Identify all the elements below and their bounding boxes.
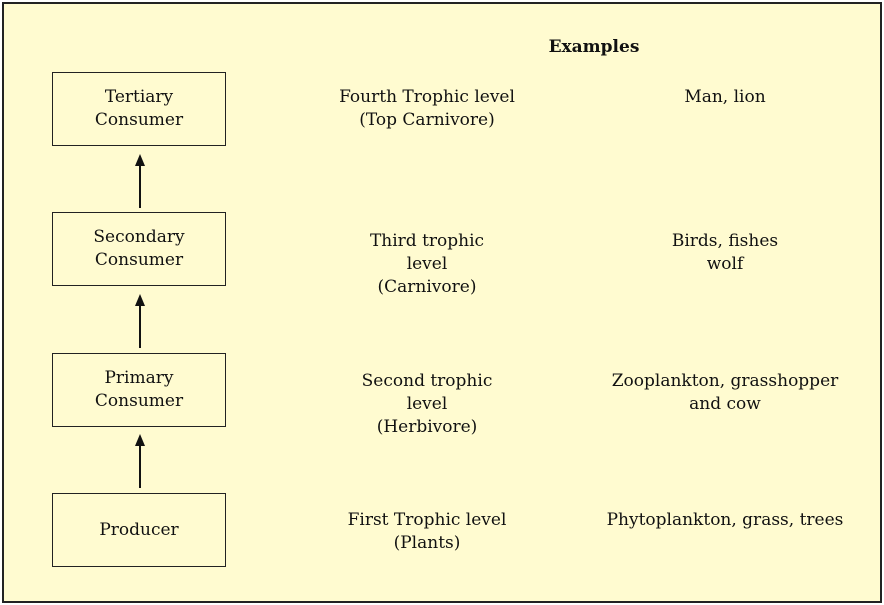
examples-heading: Examples [548, 37, 640, 57]
producer-box: Producer [52, 493, 226, 567]
secondary-trophic-level: Third trophic level (Carnivore) [369, 231, 485, 297]
tertiary-examples: Man, lion [684, 87, 766, 107]
tertiary-consumer-box: Tertiary Consumer [52, 72, 226, 146]
arrow-up-icon [130, 294, 150, 350]
producer-examples: Phytoplankton, grass, trees [606, 510, 844, 530]
arrow-up-icon [130, 434, 150, 490]
diagram-frame [2, 2, 882, 603]
secondary-consumer-box: Secondary Consumer [52, 212, 226, 286]
producer-trophic-level: First Trophic level (Plants) [347, 510, 507, 553]
tertiary-trophic-level: Fourth Trophic level (Top Carnivore) [339, 87, 515, 130]
primary-trophic-level: Second trophic level (Herbivore) [361, 371, 493, 437]
arrow-up-icon [130, 154, 150, 210]
primary-consumer-box: Primary Consumer [52, 353, 226, 427]
primary-examples: Zooplankton, grasshopper and cow [611, 371, 839, 414]
secondary-examples: Birds, fishes wolf [671, 231, 779, 274]
